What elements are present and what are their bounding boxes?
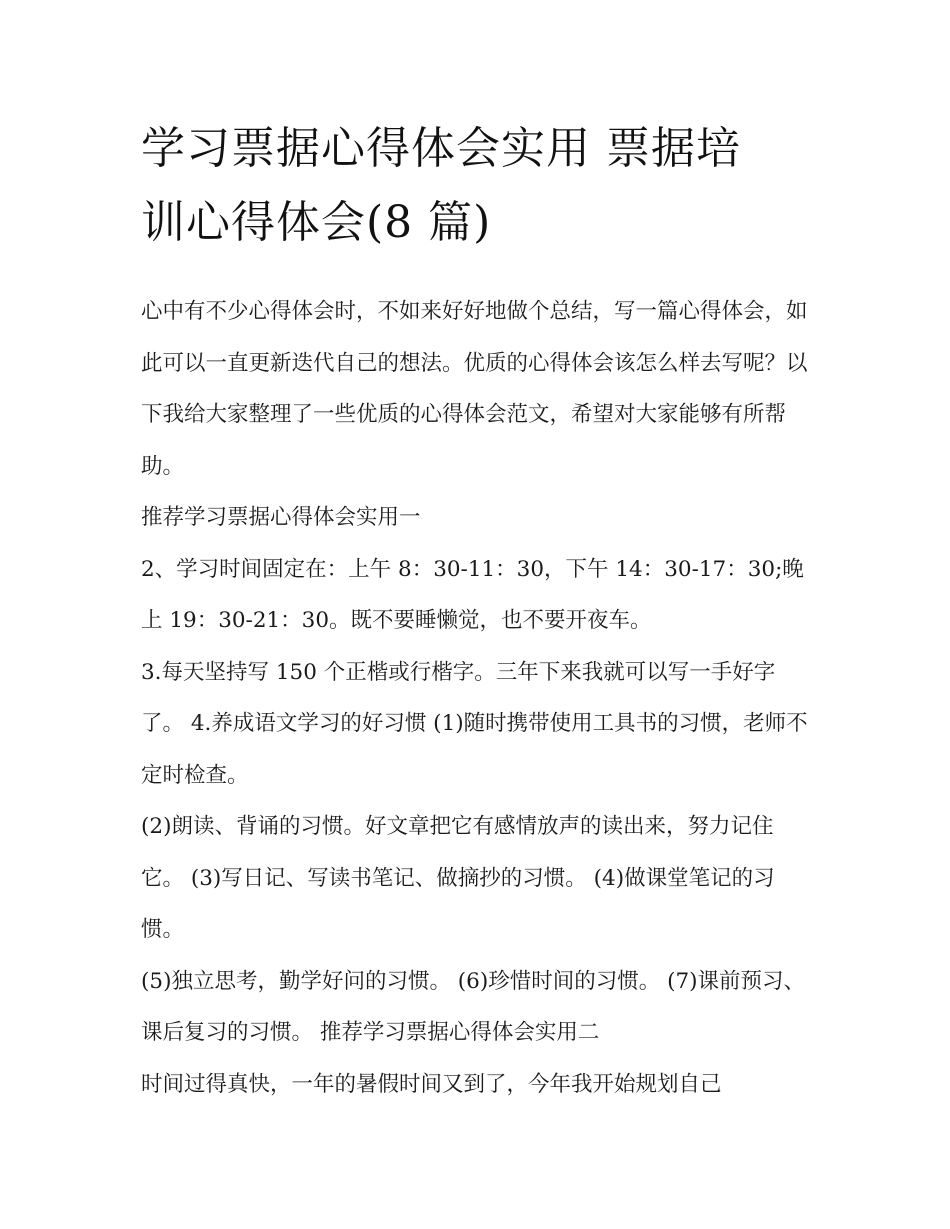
paragraph-intro: 心中有不少心得体会时，不如来好好地做个总结，写一篇心得体会，如此可以一直更新迭代自己的想法。优质的心得体会该怎么样去写呢？以下我给大家整理了一些优质的心得体会范文，希望对大家能够有所帮助。 <box>141 299 808 479</box>
document-body <box>141 286 813 1110</box>
document-content <box>141 112 813 1110</box>
paragraph-thinking-habits: (5)独立思考，勤学好问的习惯。 (6)珍惜时间的习惯。 (7)课前预习、课后复习的习惯。 推荐学习票据心得体会实用二 <box>141 968 806 1045</box>
paragraph-handwriting: 3.每天坚持写 150 个正楷或行楷字。三年下来我就可以写一手好字了。 4.养成语文学习的好习惯 (1)随时携带使用工具书的习惯，老师不定时检查。 <box>141 659 808 788</box>
paragraph-study-time: 2、学习时间固定在：上午 8：30-11：30，下午 14：30-17：30;晚上 19：30-21：30。既不要睡懒觉，也不要开夜车。 <box>141 556 804 633</box>
paragraph-summer: 时间过得真快，一年的暑假时间又到了，今年我开始规划自己 <box>141 1071 722 1097</box>
title-line-2: 训心得体会(8 篇) <box>141 197 492 248</box>
document-title <box>141 112 813 260</box>
section-heading-1: 推荐学习票据心得体会实用一 <box>141 505 421 530</box>
paragraph-reading-habits: (2)朗读、背诵的习惯。好文章把它有感情放声的读出来，努力记住它。 (3)写日记、写读书笔记、做摘抄的习惯。 (4)做课堂笔记的习惯。 <box>141 814 775 942</box>
title-line-1: 学习票据心得体会实用 票据培 <box>141 123 741 174</box>
